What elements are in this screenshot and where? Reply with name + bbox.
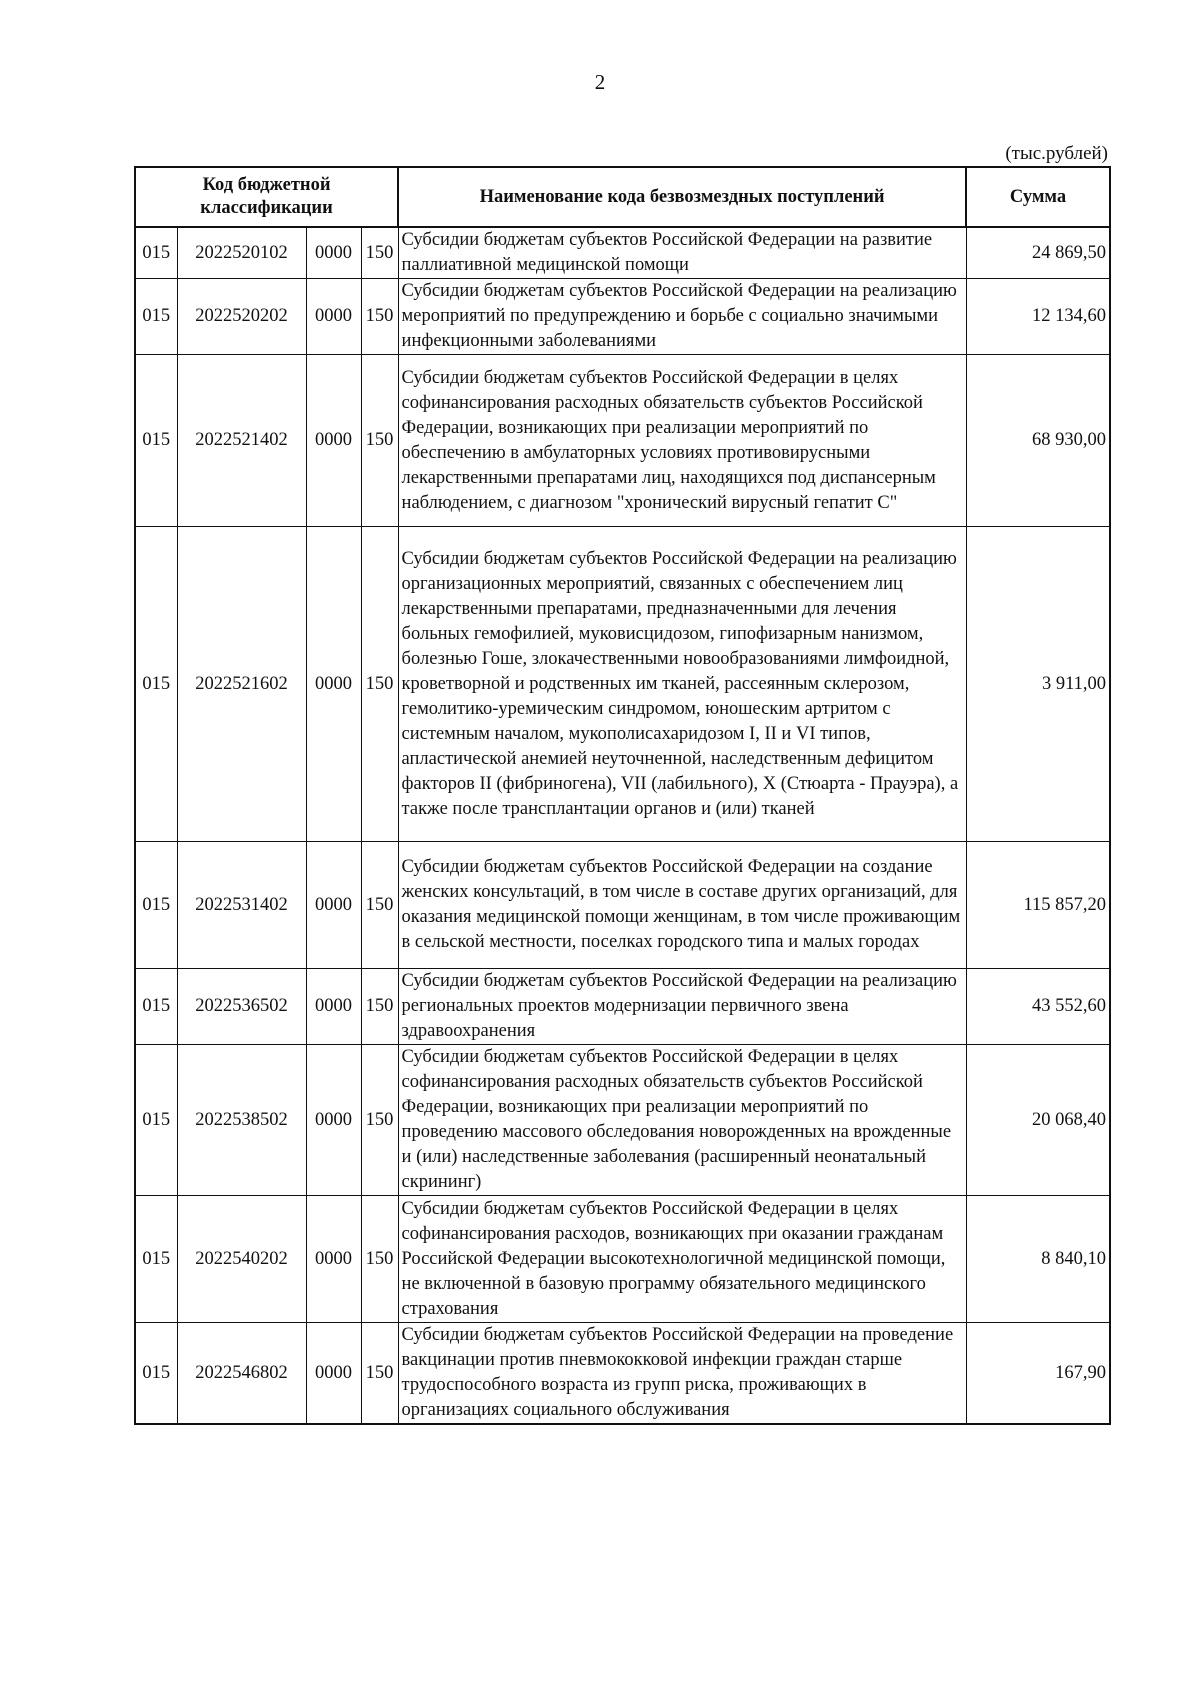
- cell-revenue-name: Субсидии бюджетам субъектов Российской Федерации на создание женских консультаций, в том числе в составе других организаций, для оказания медицинской помощи женщинам, в том числе проживающим в сельской местности, поселках городского типа и малых городах: [398, 842, 966, 969]
- cell-sum: 24 869,50: [966, 227, 1110, 279]
- cell-sum: 8 840,10: [966, 1196, 1110, 1323]
- cell-program-code: 0000: [306, 1045, 361, 1196]
- cell-admin-code: 015: [135, 227, 177, 279]
- cell-program-code: 0000: [306, 279, 361, 355]
- cell-kosgu-code: 150: [361, 279, 398, 355]
- cell-kosgu-code: 150: [361, 842, 398, 969]
- cell-program-code: 0000: [306, 1196, 361, 1323]
- table-row: [135, 1045, 1110, 1196]
- cell-budget-code: 2022540202: [177, 1196, 306, 1323]
- cell-kosgu-code: 150: [361, 527, 398, 842]
- cell-kosgu-code: 150: [361, 1196, 398, 1323]
- cell-budget-code: 2022521402: [177, 355, 306, 527]
- cell-admin-code: 015: [135, 1323, 177, 1425]
- cell-sum: 3 911,00: [966, 527, 1110, 842]
- table-row: [135, 527, 1110, 842]
- cell-program-code: 0000: [306, 355, 361, 527]
- cell-admin-code: 015: [135, 355, 177, 527]
- cell-admin-code: 015: [135, 1196, 177, 1323]
- cell-sum: 43 552,60: [966, 969, 1110, 1045]
- cell-revenue-name: Субсидии бюджетам субъектов Российской Федерации на развитие паллиативной медицинской помощи: [398, 227, 966, 279]
- table-header-row: [135, 167, 1110, 227]
- units-label: (тыс.рублей): [1005, 143, 1108, 164]
- cell-budget-code: 2022546802: [177, 1323, 306, 1425]
- cell-revenue-name: Субсидии бюджетам субъектов Российской Федерации на реализацию организационных мероприятий, связанных с обеспечением лиц лекарственными препаратами, предназначенными для лечения больных гемофилией, муковисцидозом, гипофизарным нанизмом, болезнью Гоше, злокачественными новообразованиями лимфоидной, кроветворной и родственных им тканей, рассеянным склерозом, гемолитико-уремическим синдромом, юношеским артритом с системным началом, мукополисахаридозом I, II и VI типов, апластической анемией неуточненной, наследственным дефицитом факторов II (фибриногена), VII (лабильного), X (Стюарта - Прауэра), а также после трансплантации органов и (или) тканей: [398, 527, 966, 842]
- cell-program-code: 0000: [306, 842, 361, 969]
- cell-program-code: 0000: [306, 969, 361, 1045]
- table-row: [135, 1196, 1110, 1323]
- header-sum: Сумма: [966, 167, 1110, 227]
- cell-admin-code: 015: [135, 969, 177, 1045]
- table-row: [135, 1323, 1110, 1425]
- cell-admin-code: 015: [135, 527, 177, 842]
- cell-revenue-name: Субсидии бюджетам субъектов Российской Федерации в целях софинансирования расходов, возникающих при оказании гражданам Российской Федерации высокотехнологичной медицинской помощи, не включенной в базовую программу обязательного медицинского страхования: [398, 1196, 966, 1323]
- cell-budget-code: 2022521602: [177, 527, 306, 842]
- cell-budget-code: 2022520102: [177, 227, 306, 279]
- header-budget-code: Код бюджетной классификации: [135, 167, 398, 227]
- cell-kosgu-code: 150: [361, 1045, 398, 1196]
- table-row: [135, 227, 1110, 279]
- cell-sum: 115 857,20: [966, 842, 1110, 969]
- cell-revenue-name: Субсидии бюджетам субъектов Российской Федерации на реализацию мероприятий по предупреждению и борьбе с социально значимыми инфекционными заболеваниями: [398, 279, 966, 355]
- cell-program-code: 0000: [306, 1323, 361, 1425]
- cell-sum: 12 134,60: [966, 279, 1110, 355]
- cell-revenue-name: Субсидии бюджетам субъектов Российской Федерации в целях софинансирования расходных обязательств субъектов Российской Федерации, возникающих при реализации мероприятий по проведению массового обследования новорожденных на врожденные и (или) наследственные заболевания (расширенный неонатальный скрининг): [398, 1045, 966, 1196]
- table-row: [135, 355, 1110, 527]
- cell-budget-code: 2022538502: [177, 1045, 306, 1196]
- cell-program-code: 0000: [306, 227, 361, 279]
- cell-kosgu-code: 150: [361, 355, 398, 527]
- cell-program-code: 0000: [306, 527, 361, 842]
- cell-budget-code: 2022536502: [177, 969, 306, 1045]
- cell-sum: 20 068,40: [966, 1045, 1110, 1196]
- cell-revenue-name: Субсидии бюджетам субъектов Российской Федерации в целях софинансирования расходных обязательств субъектов Российской Федерации, возникающих при реализации мероприятий по обеспечению в амбулаторных условиях противовирусными лекарственными препаратами лиц, находящихся под диспансерным наблюдением, с диагнозом "хронический вирусный гепатит С": [398, 355, 966, 527]
- cell-admin-code: 015: [135, 1045, 177, 1196]
- cell-kosgu-code: 150: [361, 969, 398, 1045]
- table-row: [135, 969, 1110, 1045]
- cell-budget-code: 2022531402: [177, 842, 306, 969]
- table-body: [135, 227, 1110, 1424]
- cell-admin-code: 015: [135, 842, 177, 969]
- cell-sum: 167,90: [966, 1323, 1110, 1425]
- cell-budget-code: 2022520202: [177, 279, 306, 355]
- table-row: [135, 279, 1110, 355]
- page-number: 2: [594, 70, 606, 94]
- cell-kosgu-code: 150: [361, 1323, 398, 1425]
- cell-admin-code: 015: [135, 279, 177, 355]
- table-row: [135, 842, 1110, 969]
- header-revenue-name: Наименование кода безвозмездных поступлений: [398, 167, 966, 227]
- cell-kosgu-code: 150: [361, 227, 398, 279]
- budget-table: [134, 166, 1111, 1425]
- cell-revenue-name: Субсидии бюджетам субъектов Российской Федерации на реализацию региональных проектов модернизации первичного звена здравоохранения: [398, 969, 966, 1045]
- cell-sum: 68 930,00: [966, 355, 1110, 527]
- cell-revenue-name: Субсидии бюджетам субъектов Российской Федерации на проведение вакцинации против пневмококковой инфекции граждан старше трудоспособного возраста из групп риска, проживающих в организациях социального обслуживания: [398, 1323, 966, 1425]
